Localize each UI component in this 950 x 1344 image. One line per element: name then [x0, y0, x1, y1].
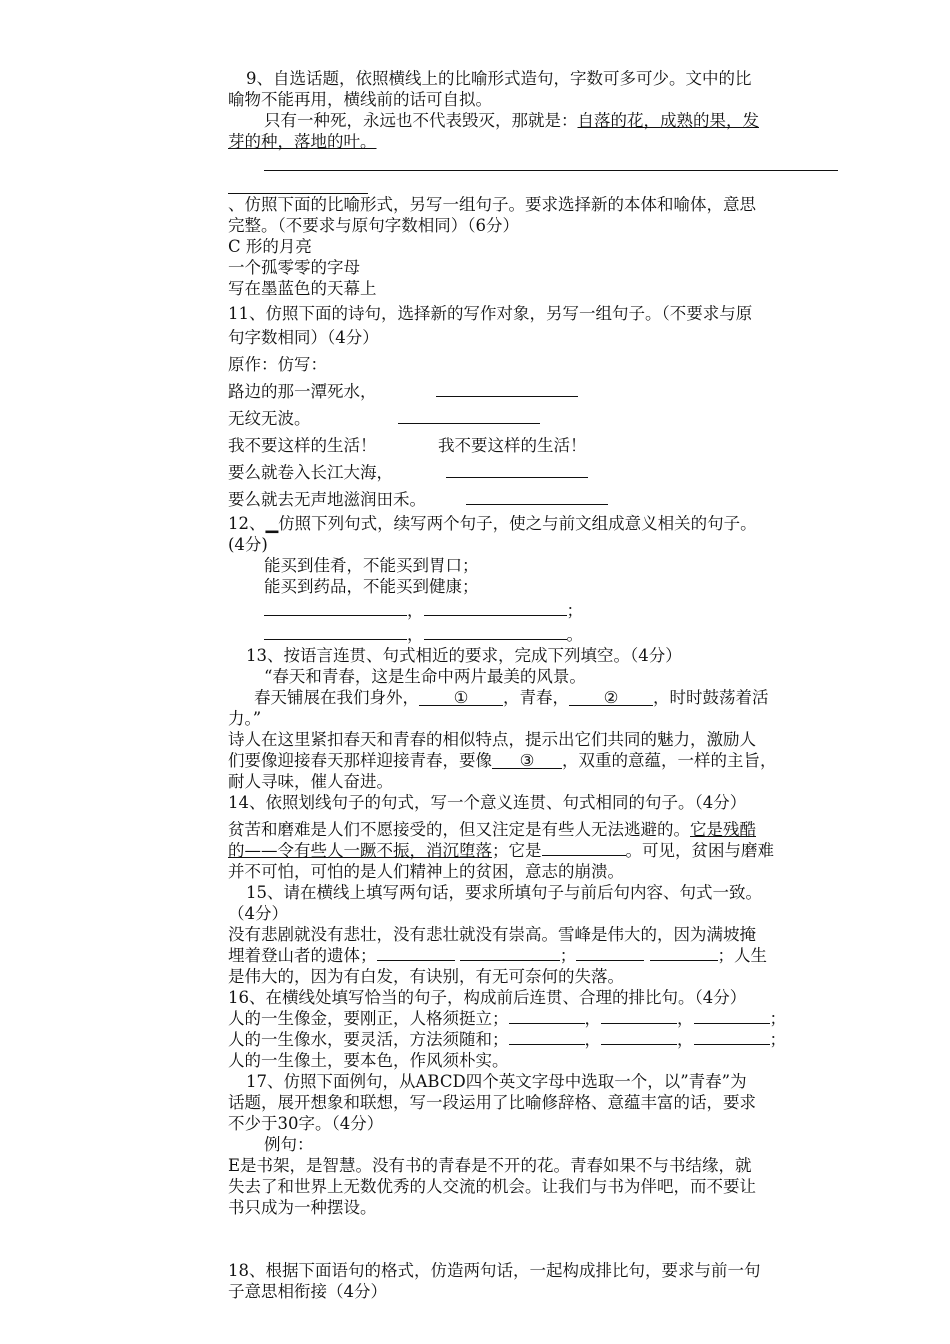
q16-row1: 人的一生像金，要刚正，人格须挺立； ， ， ；: [228, 1009, 786, 1028]
q11-blank3[interactable]: [446, 463, 588, 478]
q13-blank1[interactable]: ①: [419, 691, 503, 706]
q10-poem-line2: 一个孤零零的字母: [228, 258, 360, 277]
q12-example1: 能买到佳肴，不能买到胃口；: [264, 556, 479, 575]
q15-line1: 15、请在横线上填写两句话，要求所填句子与前后句内容、句式一致。: [246, 883, 762, 902]
q18-line1: 18、根据下面语句的格式，仿造两句话，一起构成排比句，要求与前一句: [228, 1261, 761, 1280]
q16-row3: 人的一生像土，要本色，作风须朴实。: [228, 1051, 509, 1070]
q17-example1: E是书架，是智慧。没有书的青春是不开的花。青春如果不与书结缘，就: [228, 1156, 752, 1175]
q16-blank1[interactable]: [509, 1009, 585, 1024]
q12-answer-row1: ， ；: [228, 597, 853, 624]
q13-quote2: 春天铺展在我们身外， ① ，青春， ② ，时时鼓荡着活: [254, 688, 769, 707]
q9-line2: 喻物不能再用，横线前的话可自拟。: [228, 90, 492, 109]
q9-example-cont: [228, 131, 853, 152]
q16-blank2[interactable]: [601, 1009, 677, 1024]
q13-quote3: 力。”: [228, 709, 262, 728]
q11-blank4[interactable]: [466, 490, 608, 505]
q11-row1: 路边的那一潭死水，: [228, 378, 853, 405]
q17-line2: 话题，展开想象和联想，写一段运用了比喻修辞格、意蕴丰富的话，要求: [228, 1093, 756, 1112]
q10-poem-line1: C 形的月亮: [228, 237, 312, 256]
q16-blank5[interactable]: [601, 1030, 677, 1045]
q11-blank1[interactable]: [436, 382, 578, 397]
q15-blank2[interactable]: [460, 946, 560, 961]
q11-row4: 要么就卷入长江大海，: [228, 459, 853, 486]
q13-quote1: “春天和青春，这是生命中两片最美的风景。: [264, 667, 586, 686]
q12-line1: 12、▁仿照下列句式，续写两个句子，使之与前文组成意义相关的句子。: [228, 514, 757, 533]
q17-line3: 不少于30字。（4分）: [228, 1114, 384, 1133]
q15-para2: 埋着登山者的遗体； ； ；人生: [228, 946, 767, 965]
q17-example2: 失去了和世界上无数优秀的人交流的机会。让我们与书为伴吧，而不要让: [228, 1177, 756, 1196]
q15-para1: 没有悲剧就没有悲壮，没有悲壮就没有崇高。雪峰是伟大的，因为满坡掩: [228, 925, 756, 944]
q11-line1: 11、仿照下面的诗句，选择新的写作对象，另写一组句子。（不要求与原: [228, 304, 753, 323]
q9-example: [228, 110, 853, 131]
q15-para3: 是伟大的，因为有白发，有诀别，有无可奈何的失落。: [228, 967, 624, 986]
q15-line2: （4分）: [228, 904, 288, 923]
q12-blank3[interactable]: [264, 625, 407, 640]
q10-line2: 完整。（不要求与原句字数相同）（6分）: [228, 216, 519, 235]
q11-row5: 要么就去无声地滋润田禾。: [228, 486, 853, 513]
q11-row2: 无纹无波。: [228, 405, 853, 432]
q12-line2: (4分): [228, 535, 268, 554]
q14-para2: 的——令有些人一蹶不振，消沉堕落；它是 。可见，贫困与磨难: [228, 841, 774, 860]
q16-blank6[interactable]: [694, 1030, 770, 1045]
q16-row2: 人的一生像水，要灵活，方法须随和； ， ， ；: [228, 1030, 786, 1049]
q9-example-underlined-b: 芽的种，落地的叶。: [228, 132, 377, 151]
q10-lead-line[interactable]: [228, 183, 853, 194]
q12-blank1[interactable]: [264, 601, 407, 616]
q13-para2: 们要像迎接春天那样迎接青春，要像 ③ ，双重的意蕴，一样的主旨，: [228, 751, 777, 770]
q16-blank3[interactable]: [694, 1009, 770, 1024]
q17-example3: 书只成为一种摆设。: [228, 1198, 377, 1217]
q11-line2: 句字数相同）（4分）: [228, 328, 379, 347]
q9-example-prefix: 只有一种死，永远也不代表毁灭，那就是：: [264, 111, 578, 130]
q9-example-underlined-a: 自落的花，成熟的果，发: [577, 111, 759, 130]
q16-blank4[interactable]: [509, 1030, 585, 1045]
q11-header: 原作：仿写：: [228, 355, 327, 374]
q11-blank2[interactable]: [398, 409, 540, 424]
q13-para1: 诗人在这里紧扣春天和青春的相似特点，提示出它们共同的魅力，激励人: [228, 730, 756, 749]
q15-blank4[interactable]: [650, 946, 718, 961]
q14-para3: 并不可怕，可怕的是人们精神上的贫困，意志的崩溃。: [228, 862, 624, 881]
q9-answer-line[interactable]: [264, 156, 838, 171]
q13-para3: 耐人寻味，催人奋进。: [228, 772, 393, 791]
q10-line1: 、仿照下面的比喻形式，另写一组句子。要求选择新的本体和喻体，意思: [228, 195, 756, 214]
q12-example2: 能买到药品，不能买到健康；: [264, 577, 479, 596]
q14-blank[interactable]: [542, 841, 626, 856]
q17-example-label: 例句：: [264, 1135, 314, 1154]
q11-row3: 我不要这样的生活！ 我不要这样的生活！: [228, 436, 587, 455]
q12-answer-row2: ， 。: [228, 624, 853, 645]
q13-blank3[interactable]: ③: [492, 754, 562, 769]
q13-line1: 13、按语言连贯、句式相近的要求，完成下列填空。（4分）: [246, 646, 682, 665]
q14-line1: 14、依照划线句子的句式，写一个意义连贯、句式相同的句子。（4分）: [228, 793, 747, 812]
q12-blank4[interactable]: [424, 625, 567, 640]
q18-line2: 子意思相衔接（4分）: [228, 1282, 387, 1301]
q14-para1: 贫苦和磨难是人们不愿接受的，但又注定是有些人无法逃避的。它是残酷: [228, 820, 756, 839]
q15-blank3[interactable]: [576, 946, 644, 961]
q17-line1: 17、仿照下面例句，从ABCD四个英文字母中选取一个，以”青春”为: [246, 1072, 747, 1091]
q12-blank2[interactable]: [424, 601, 567, 616]
q9-line1: 9、自选话题，依照横线上的比喻形式造句，字数可多可少。文中的比: [246, 69, 752, 88]
q10-poem-line3: 写在墨蓝色的天幕上: [228, 279, 377, 298]
q13-blank2[interactable]: ②: [569, 691, 653, 706]
q16-line1: 16、在横线处填写恰当的句子，构成前后连贯、合理的排比句。（4分）: [228, 988, 747, 1007]
document-content: [228, 68, 853, 1302]
q15-blank1[interactable]: [377, 946, 455, 961]
